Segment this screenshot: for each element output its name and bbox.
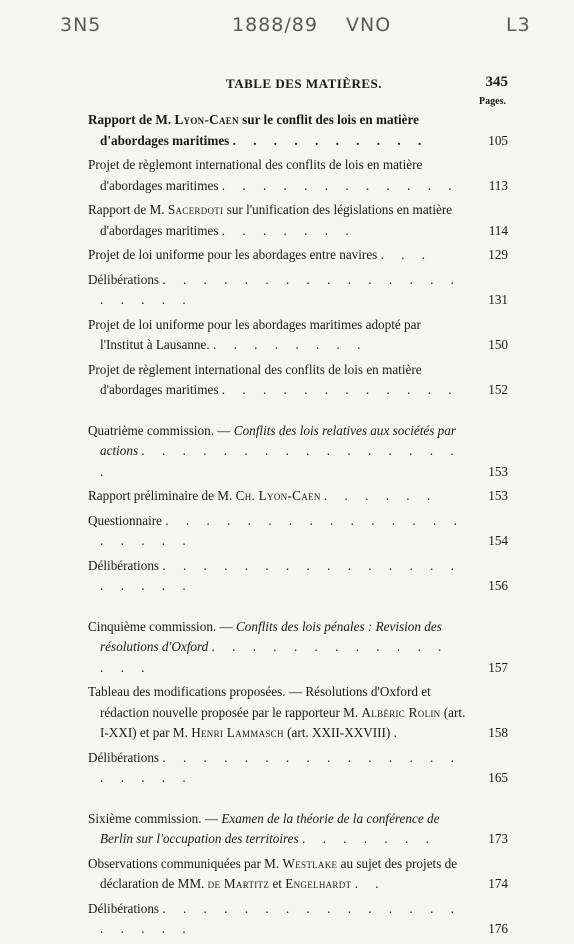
leader-dots: . . . . . . . . . . . . . . . — [100, 639, 449, 675]
page-number: 345 — [485, 74, 508, 90]
toc-entry-text — [88, 809, 470, 850]
author-name: Westlake — [282, 855, 338, 871]
toc-entry — [88, 511, 508, 552]
leader-dots: . . . . . . . — [301, 831, 436, 846]
toc-entry — [88, 899, 508, 940]
toc-page-number: 176 — [488, 921, 508, 936]
entry-text: Projet de règlement international des conflits de lois en matière d'abordages maritimes — [88, 361, 422, 397]
author-name: Sacerdoti — [167, 202, 224, 217]
leader-dots: . . . — [380, 247, 433, 262]
leader-dots: . . . . . . . . . . . . . . . . . — [100, 443, 461, 479]
author-name: Albéric Rolin — [361, 704, 441, 720]
author-name: de Martitz — [207, 876, 270, 891]
toc-page-number: 153 — [488, 463, 508, 479]
entry-text: Rapport de M. — [88, 112, 175, 127]
toc-entry — [88, 809, 508, 850]
leader-dots: . . . . . . . . . . . . . . . . . . . . — [100, 749, 461, 785]
leader-dots: . . . . . . . . . . . . . . . . . . . . — [100, 557, 461, 593]
toc-entry — [88, 315, 508, 356]
entry-text: Projet de loi uniforme pour les abordages maritimes adopté par l'Institut à Lausanne. — [88, 316, 421, 352]
toc-page-number: 153 — [488, 488, 508, 503]
leader-dots: . . . . . . . . . . . . . . . . . . . . — [100, 512, 464, 548]
toc-entry-text — [88, 486, 470, 507]
page-header — [90, 74, 508, 94]
toc-page-number: 131 — [488, 292, 508, 307]
handwritten-note-code: VNO — [346, 14, 392, 36]
entry-text: Délibérations — [88, 900, 160, 916]
toc-page-number: 129 — [488, 247, 508, 262]
toc-entry-text — [88, 155, 470, 196]
author-name: Ch. Lyon-Caen — [235, 488, 321, 503]
toc-entry-text — [88, 899, 470, 940]
entry-text: Quatrième commission. — — [88, 422, 234, 438]
entry-text: Observations communiquées par M. — [88, 855, 283, 871]
entry-text: Tableau des modifications proposées. — Résolutions d'Oxford et rédaction nouvelle proposée par le rapporteur M. — [88, 684, 431, 720]
page-title: TABLE DES MATIÈRES. — [226, 76, 383, 91]
toc-page-number: 156 — [488, 578, 508, 593]
leader-dots: . . . . . . . . . . — [232, 132, 429, 148]
leader-dots: . . . . . . . . . . . . . . . . . . . . — [100, 271, 461, 307]
toc-entry-text — [88, 556, 470, 597]
leader-dots: . . . . . . — [323, 488, 438, 503]
author-name: Henri Lammasch — [191, 725, 284, 740]
toc-entry — [88, 682, 508, 744]
handwritten-note-years: 1888/89 — [232, 14, 318, 36]
toc-entry — [88, 748, 508, 789]
toc-page-number: 173 — [488, 831, 508, 846]
toc-page-number: 157 — [488, 659, 508, 675]
toc-entry — [88, 245, 508, 266]
toc-entry-text — [88, 200, 470, 241]
toc-entry-text — [88, 511, 470, 552]
toc-entry-text — [88, 682, 470, 744]
toc-page-number: 158 — [488, 725, 508, 740]
entry-text: sur le conflit des lois en matière d'abordages maritimes — [100, 112, 419, 148]
leader-dots: . . . . . . . . . . . . — [221, 177, 459, 193]
entry-text: sur l'unification des législations en matière d'abordages maritimes — [100, 202, 453, 238]
toc-page-number: 154 — [488, 533, 508, 548]
entry-text: Délibérations — [88, 749, 160, 765]
leader-dots: . . . . . . . . — [212, 337, 368, 352]
entry-text: Projet de règlemont international des conflits de lois en matière d'abordages maritimes — [88, 157, 423, 193]
leader-dots: . . — [354, 876, 386, 891]
section-subtitle: Conflits des lois relatives aux sociétés par actions — [100, 422, 456, 458]
entry-text: Délibérations — [88, 557, 160, 573]
toc-page-number: 113 — [488, 177, 508, 193]
toc-entry-text — [88, 315, 470, 356]
handwritten-note-left: 3N5 — [60, 14, 102, 36]
toc-entry — [88, 486, 508, 507]
entry-text: Cinquième commission. — — [88, 618, 236, 634]
entry-text: Délibérations — [88, 271, 160, 287]
leader-dots: . . . . . . . . . . . . — [221, 382, 459, 397]
toc-page-number: 150 — [488, 337, 508, 352]
toc-entry-text — [88, 748, 470, 789]
toc-entry — [88, 556, 508, 597]
toc-entry-text — [88, 245, 470, 266]
toc-page-number: 152 — [488, 382, 508, 397]
table-of-contents — [88, 110, 508, 944]
section-gap — [88, 793, 508, 809]
entry-text: au sujet des projets de déclaration de MM. — [100, 855, 458, 891]
pages-column-label: Pages. — [479, 96, 506, 107]
toc-entry — [88, 270, 508, 311]
author-name: Lyon-Caen — [174, 112, 239, 127]
toc-entry — [88, 421, 508, 483]
toc-entry — [88, 110, 508, 151]
toc-entry-text — [88, 110, 470, 151]
toc-entry — [88, 617, 508, 679]
entry-text: Sixième commission. — — [88, 810, 222, 826]
section-gap — [88, 405, 508, 421]
author-name: Engelhardt — [285, 876, 352, 891]
toc-entry — [88, 854, 508, 895]
toc-page-number: 174 — [488, 876, 508, 891]
leader-dots: . . . . . . . . . . . . . . . . . . . . — [100, 900, 461, 936]
toc-page-number: 105 — [488, 132, 508, 148]
section-subtitle: Examen de la théorie de la conférence de Berlin sur l'occupation des territoires — [100, 810, 440, 846]
entry-text: Rapport de M. — [88, 202, 168, 217]
leader-dots: . — [393, 725, 404, 740]
toc-page-number: 114 — [488, 222, 508, 238]
toc-page-number: 165 — [488, 770, 508, 785]
toc-entry — [88, 360, 508, 401]
toc-entry-text — [88, 360, 470, 401]
leader-dots: . . . . . . . — [221, 222, 356, 238]
toc-entry-text — [88, 854, 470, 895]
section-gap — [88, 601, 508, 617]
entry-text: Projet de loi uniforme pour les abordages entre navires — [88, 247, 378, 262]
toc-entry-text — [88, 617, 470, 679]
toc-entry — [88, 155, 508, 196]
entry-text: Rapport préliminaire de M. — [88, 488, 236, 503]
handwritten-note-right: L3 — [506, 14, 531, 36]
section-subtitle: Conflits des lois pénales : Revision des résolutions d'Oxford — [100, 618, 442, 654]
entry-text: et — [269, 876, 286, 891]
toc-entry-text — [88, 270, 470, 311]
entry-text: (art. I-XXI) et par M. — [100, 704, 466, 740]
entry-text: (art. XXII-XXVIII) — [283, 725, 391, 740]
toc-entry-text — [88, 421, 470, 483]
toc-entry — [88, 200, 508, 241]
entry-text: Questionnaire — [88, 512, 162, 528]
